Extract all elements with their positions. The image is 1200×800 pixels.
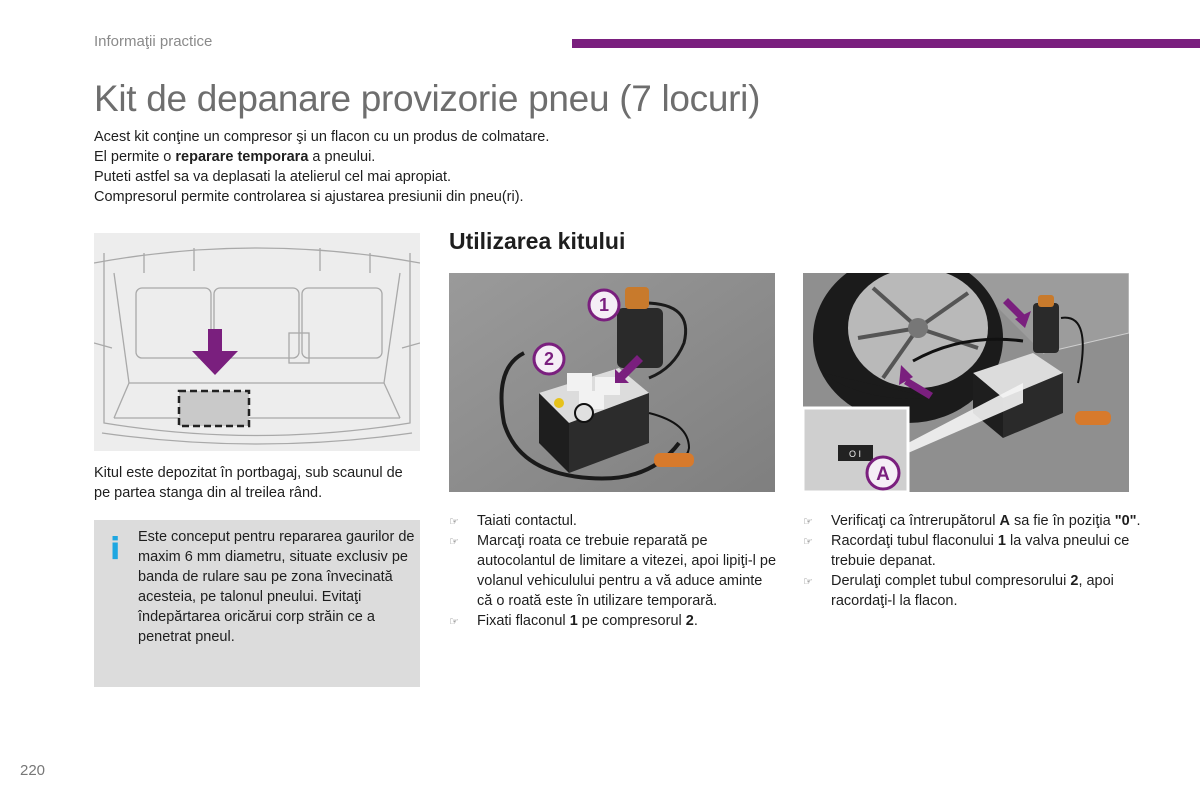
pointing-hand-icon: ☞	[803, 576, 813, 588]
list-item: ☞ Racordaţi tubul flaconului 1 la valva pneului ce trebuie depanat.	[803, 533, 1130, 569]
intro-line-4: Compresorul permite controlarea si ajustarea presiunii din pneu(ri).	[94, 189, 524, 205]
info-box	[94, 520, 420, 687]
section-heading: Utilizarea kitului	[449, 228, 626, 254]
list-item: ☞ Verificaţi ca întrerupătorul A sa fie în poziţia "0".	[803, 511, 1143, 531]
steps-list-1	[449, 511, 779, 631]
compressor-kit-illustration	[449, 273, 775, 492]
info-text: Este conceput pentru repararea gaurilor de maxim 6 mm diametru, situate exclusiv pe banda de rulare sau pe zona învecinată acesteia, pe talonul pneului. Evitaţi îndepărtarea oricărui corp străin ce a penetrat pneul.	[138, 529, 415, 645]
list-item: ☞ Derulaţi complet tubul compresorului 2, apoi racordaţi-l la flacon.	[803, 573, 1114, 609]
intro-line-2: El permite o reparare temporara a pneului.	[94, 149, 376, 165]
svg-text:O I: O I	[848, 449, 862, 459]
header-accent-bar	[572, 39, 1200, 48]
label-a-icon	[867, 457, 899, 489]
svg-text:2: 2	[543, 349, 555, 369]
wheel-connection-illustration	[803, 273, 1129, 492]
svg-text:A: A	[876, 464, 890, 485]
info-icon: i	[110, 532, 121, 567]
pointing-hand-icon: ☞	[803, 536, 813, 548]
list-item: ☞ Marcaţi roata ce trebuie reparată pe autocolantul de limitare a vitezei, apoi lipiţi-l pe volanul vehiculului pentru a vă aduce aminte că o roată este în utilizare temporară.	[449, 533, 777, 609]
steps-list-2	[803, 511, 1143, 611]
intro-line-3: Puteti astfel sa va deplasati la atelierul cel mai apropiat.	[94, 169, 452, 185]
list-item: ☞ Fixati flaconul 1 pe compresorul 2.	[449, 611, 779, 631]
label-2-icon	[534, 344, 564, 374]
pointing-hand-icon: ☞	[803, 516, 813, 528]
pointing-hand-icon: ☞	[449, 536, 459, 548]
page-number: 220	[20, 762, 46, 779]
trunk-caption: Kitul este depozitat în portbagaj, sub scaunul de pe partea stanga din al treilea rând.	[94, 465, 403, 501]
page-title: Kit de depanare provizorie pneu (7 locuri)	[94, 78, 761, 119]
svg-text:1: 1	[598, 295, 610, 315]
intro-line-1: Acest kit conţine un compresor şi un flacon cu un produs de colmatare.	[94, 129, 550, 145]
pointing-hand-icon: ☞	[449, 616, 459, 628]
section-label: Informaţii practice	[94, 33, 213, 50]
pointing-hand-icon: ☞	[449, 516, 459, 528]
intro-text	[94, 127, 794, 207]
label-1-icon	[589, 290, 619, 320]
list-item: ☞ Taiati contactul.	[449, 511, 779, 531]
trunk-illustration	[94, 233, 420, 451]
